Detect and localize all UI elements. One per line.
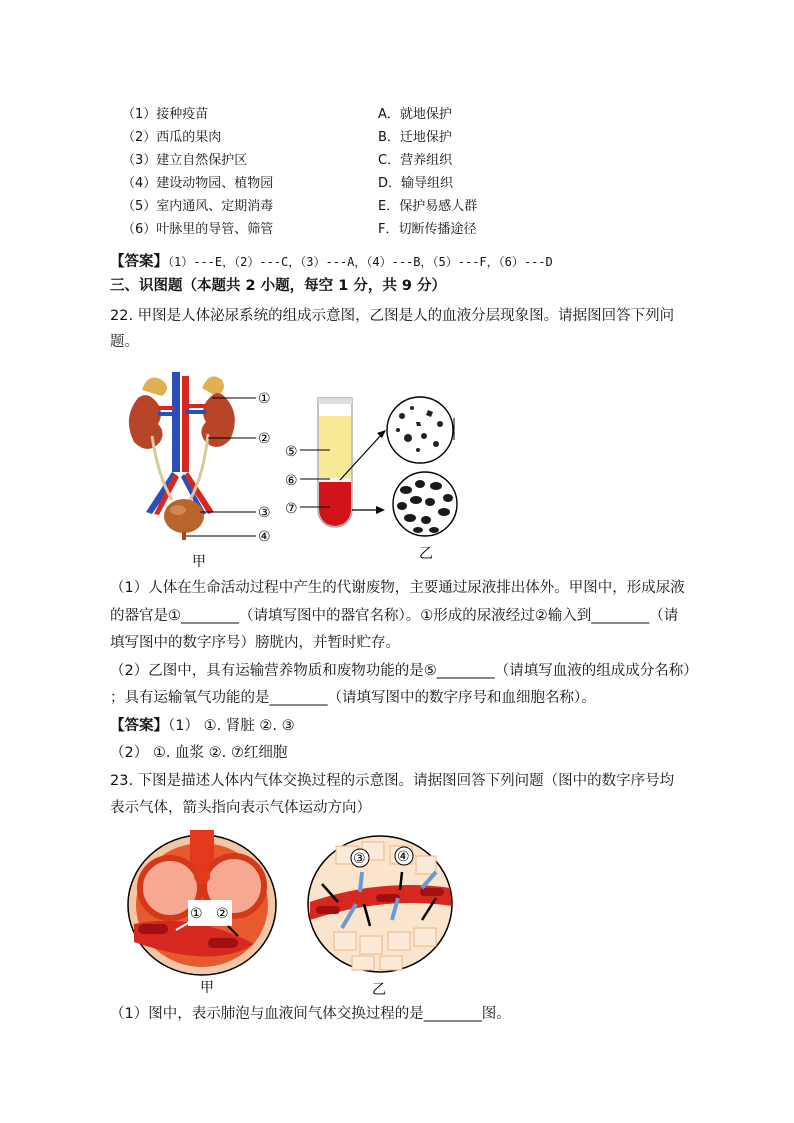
match-right-c: C．营养组织	[378, 153, 453, 168]
label-circle-1: ①	[190, 906, 203, 922]
q22-answer-line2: （2） ①. 血浆 ②. ⑦红细胞	[110, 745, 288, 761]
match-left-4: （4）建设动物园、植物园	[122, 176, 274, 191]
label-3: ③	[258, 505, 271, 521]
q22-sub1-line2: 的器官是①________（请填写图中的器官名称）。①形成的尿液经过②输入到________（请	[110, 608, 679, 624]
figure-caption-yi-23: 乙	[372, 982, 386, 998]
q22-answer-line1	[110, 716, 295, 736]
blood-layers-figure	[282, 386, 472, 566]
label-6: ⑥	[285, 473, 298, 489]
label-7: ⑦	[285, 501, 298, 517]
match-right-d: D．输导组织	[378, 176, 454, 191]
q22-sub2-line2: ；具有运输氧气功能的是________（请填写图中的数字序号和血细胞名称）。	[110, 690, 596, 706]
aorta-icon	[182, 376, 189, 472]
alveoli-exchange-figure	[124, 826, 284, 998]
red-cell-layer	[319, 482, 351, 526]
match-left-5: （5）室内通风、定期消毒	[122, 199, 274, 214]
bladder-icon	[164, 499, 204, 533]
answer-tag: 【答案】	[110, 718, 168, 734]
label-1: ①	[258, 391, 271, 407]
q23-sub1: （1）图中，表示肺泡与血液间气体交换过程的是________图。	[110, 1006, 511, 1022]
label-circle-2: ②	[216, 906, 229, 922]
q22-stem-line1: 22. 甲图是人体泌尿系统的组成示意图，乙图是人的血液分层现象图。请据图回答下列问	[110, 308, 675, 324]
figure-caption-jia: 甲	[192, 554, 206, 570]
section-heading: 三、识图题（本题共 2 小题，每空 1 分，共 9 分）	[110, 278, 447, 294]
answer-21	[110, 252, 553, 272]
answer-tag: 【答案】	[110, 254, 168, 270]
answer-text: （1）---E，（2）---C，（3）---A，（4）---B，（5）---F，（6）---D	[168, 255, 553, 269]
match-right-a: A．就地保护	[378, 107, 452, 122]
match-left-3: （3）建立自然保护区	[122, 153, 248, 168]
tissue-exchange-figure	[304, 832, 466, 998]
label-2: ②	[258, 431, 271, 447]
q22-sub1-line3: 填写图中的数字序号）膀胱内，并暂时贮存。	[110, 635, 400, 651]
q22-sub2-line1: （2）乙图中，具有运输营养物质和废物功能的是⑤________（请填写血液的组成成分名称）	[110, 663, 698, 679]
label-circle-3: ③	[353, 851, 366, 867]
match-right-f: F．切断传播途径	[378, 222, 477, 237]
right-adrenal-icon	[202, 376, 224, 396]
q23-stem-line1: 23. 下图是描述人体内气体交换过程的示意图。请据图回答下列问题（图中的数字序号均	[110, 773, 675, 789]
label-4: ④	[258, 529, 271, 545]
label-5: ⑤	[285, 444, 298, 460]
figure-caption-yi: 乙	[419, 546, 433, 562]
match-left-2: （2）西瓜的果肉	[122, 130, 222, 145]
q22-sub1-line1: （1）人体在生命活动过程中产生的代谢废物，主要通过尿液排出体外。甲图中，形成尿液	[110, 580, 685, 596]
q22-stem-line2: 题。	[110, 334, 139, 350]
urinary-system-figure	[120, 362, 280, 577]
label-circle-4: ④	[397, 849, 410, 865]
vena-cava-icon	[172, 372, 180, 472]
q23-stem-line2: 表示气体，箭头指向表示气体运动方向）	[110, 800, 371, 816]
match-right-e: E．保护易感人群	[378, 199, 478, 214]
match-left-6: （6）叶脉里的导管、筛管	[122, 222, 274, 237]
plasma-layer	[319, 416, 351, 478]
match-right-b: B．迁地保护	[378, 130, 452, 145]
figure-caption-jia-23: 甲	[200, 980, 214, 996]
answer-text: （1） ①. 肾脏 ②. ③	[168, 718, 295, 734]
left-adrenal-icon	[142, 378, 167, 396]
left-kidney-icon	[129, 395, 163, 449]
match-left-1: （1）接种疫苗	[122, 107, 209, 122]
urethra-icon	[182, 532, 186, 540]
